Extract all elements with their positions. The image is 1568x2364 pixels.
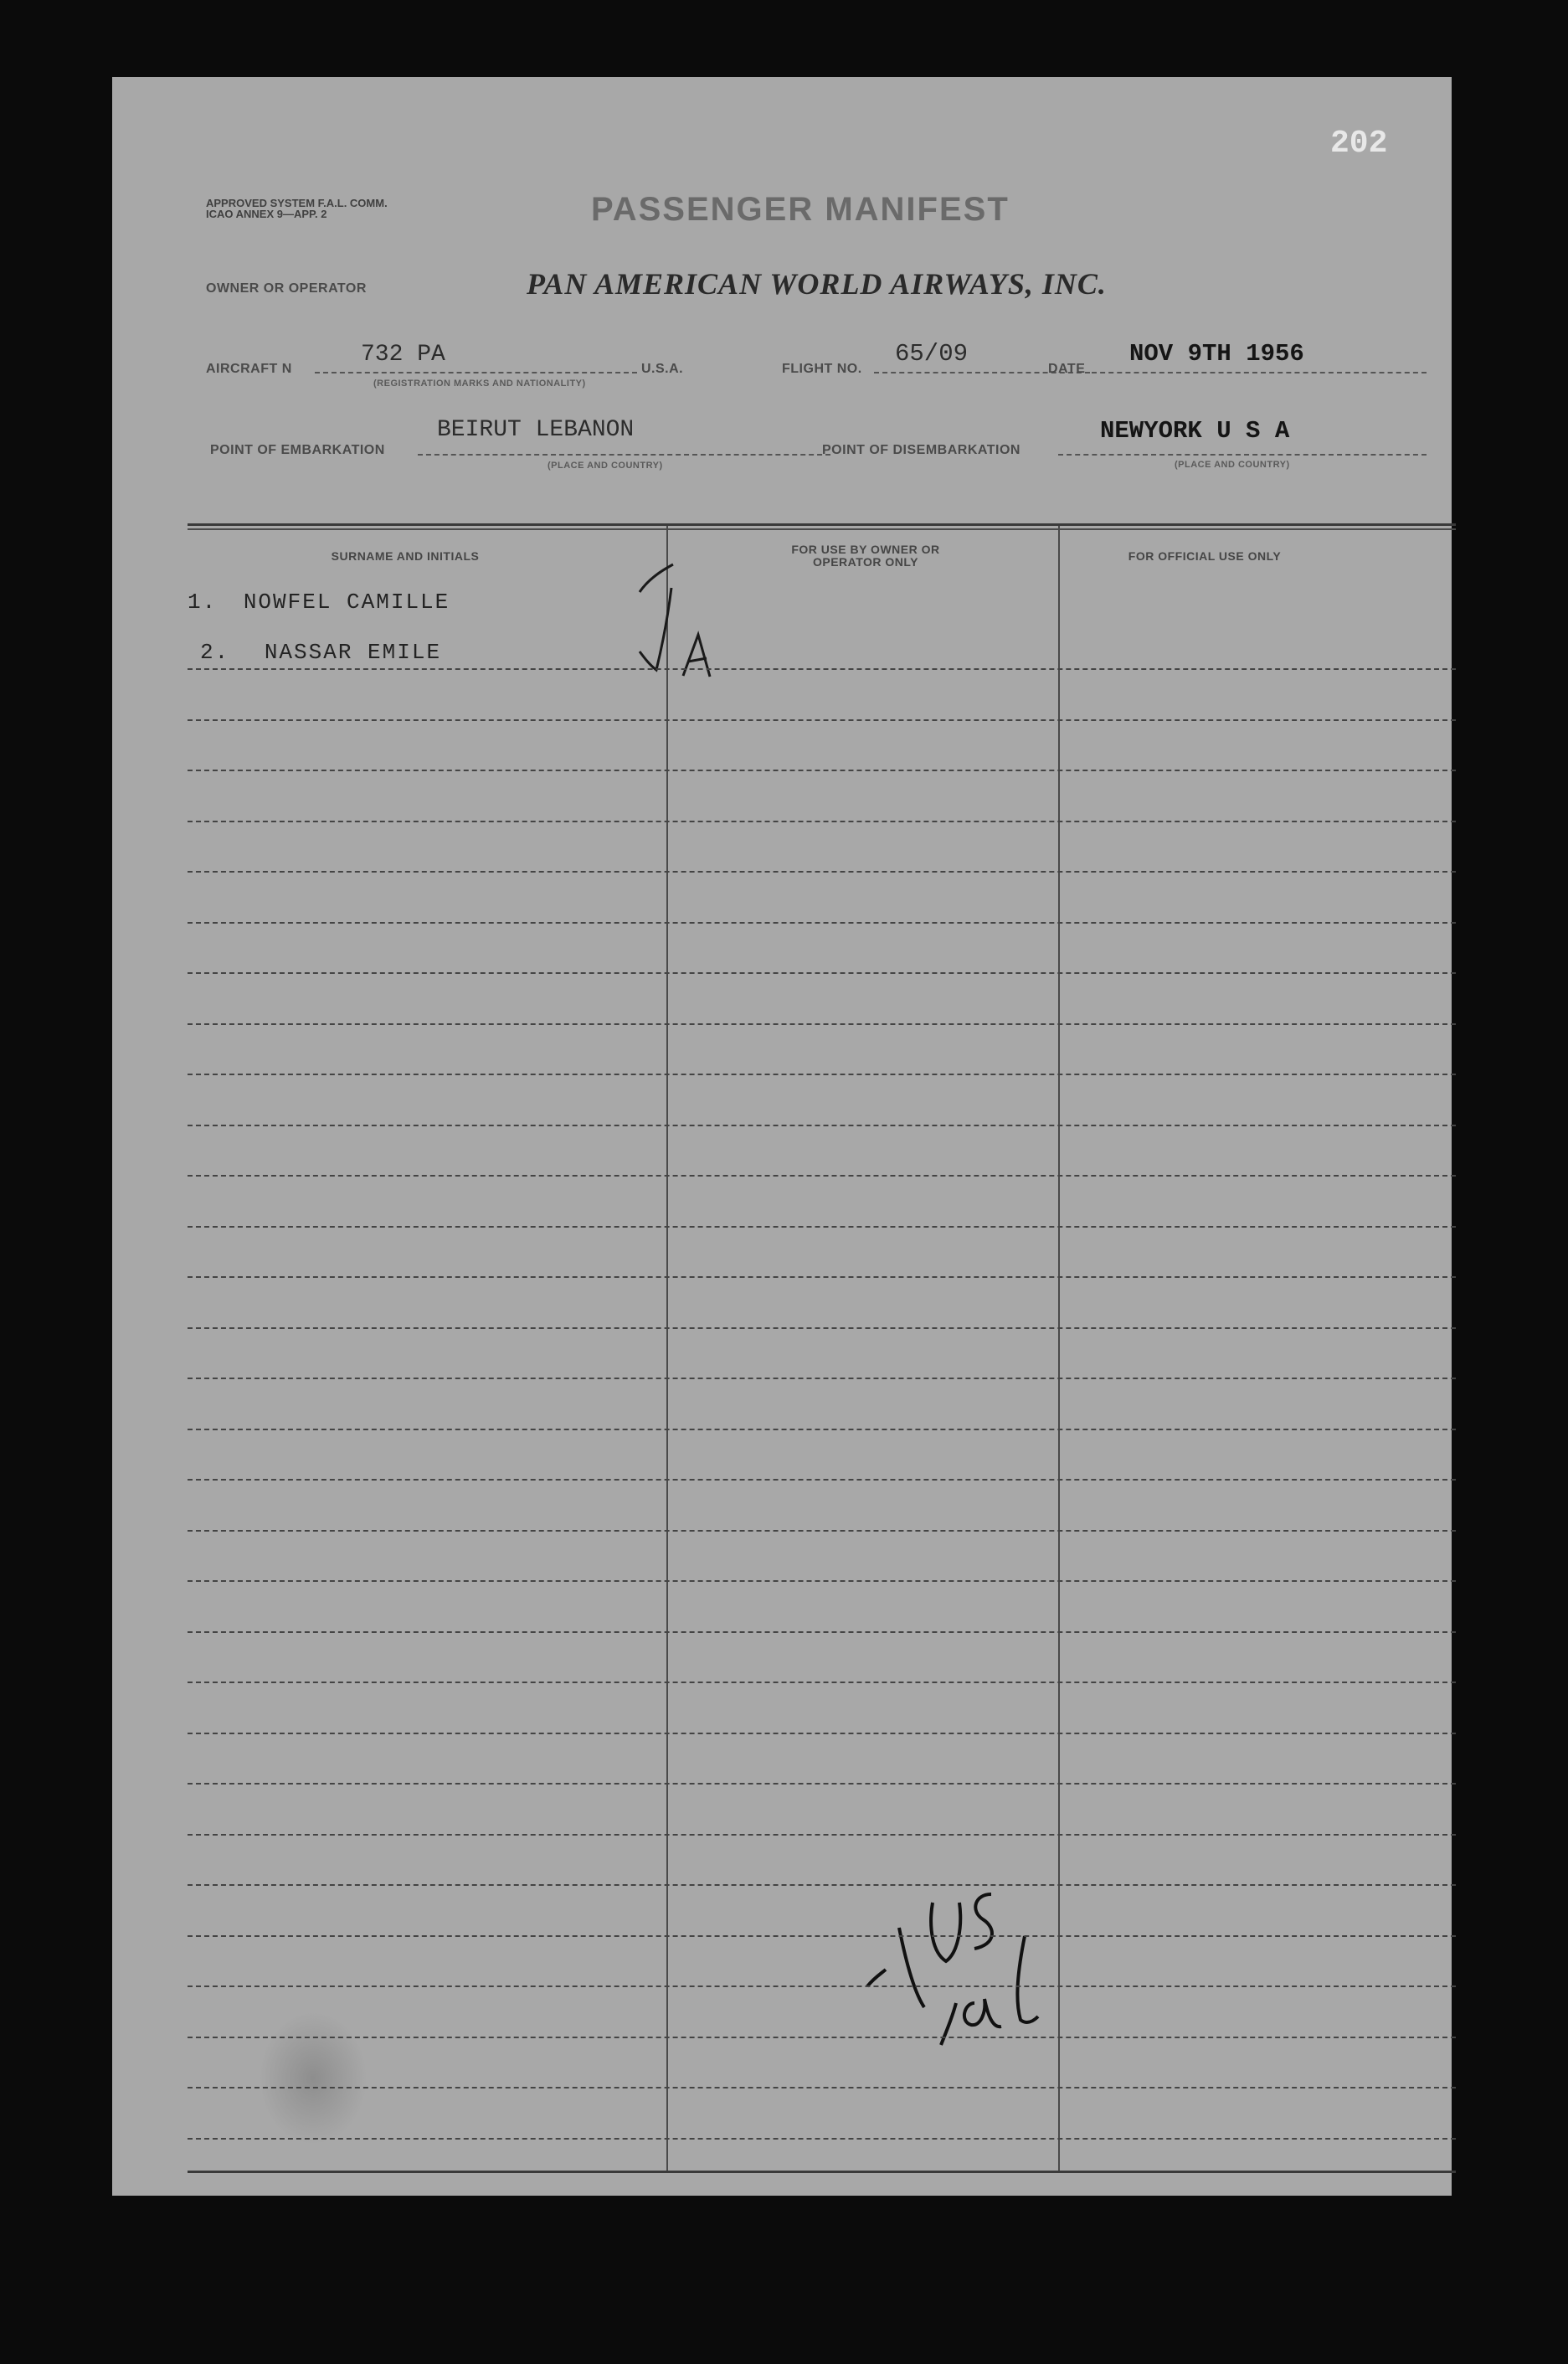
ruled-line xyxy=(188,1733,1456,1734)
date-underline xyxy=(1092,372,1427,373)
flight-label: FLIGHT NO. xyxy=(782,362,862,376)
passenger-row-2 xyxy=(200,640,441,665)
ruled-line xyxy=(188,972,1456,974)
aircraft-underline xyxy=(315,372,637,373)
ruled-line xyxy=(188,1378,1456,1379)
column-header-owner-use: FOR USE BY OWNER OR OPERATOR ONLY xyxy=(791,543,940,569)
country-label: U.S.A. xyxy=(641,362,684,376)
ruled-line xyxy=(188,821,1456,822)
passenger-row-1 xyxy=(188,590,450,615)
column-header-names: SURNAME AND INITIALS xyxy=(331,549,480,563)
ruled-line xyxy=(188,1530,1456,1532)
ruled-line xyxy=(188,1023,1456,1025)
ruled-line xyxy=(188,668,1456,670)
ruled-line xyxy=(188,1631,1456,1633)
aircraft-sublabel: (REGISTRATION MARKS AND NATIONALITY) xyxy=(373,379,586,389)
ruled-line xyxy=(188,2037,1456,2038)
ruled-line xyxy=(188,922,1456,924)
ruled-line xyxy=(188,2087,1456,2088)
passenger-name: NASSAR EMILE xyxy=(264,640,442,665)
ruled-line xyxy=(188,1935,1456,1937)
column-header-official-use: FOR OFFICIAL USE ONLY xyxy=(1128,549,1282,563)
table-top-rule xyxy=(188,523,1456,526)
ruled-line xyxy=(188,1884,1456,1886)
ruled-line xyxy=(188,1682,1456,1683)
ruled-line xyxy=(188,1175,1456,1177)
ruled-line xyxy=(188,1125,1456,1126)
ruled-line xyxy=(188,1276,1456,1278)
disembarkation-label: POINT OF DISEMBARKATION xyxy=(822,443,1020,457)
handwritten-check-mark xyxy=(614,554,748,697)
manifest-sheet xyxy=(112,77,1452,2196)
table-top-rule-2 xyxy=(188,528,1456,530)
approved-note: APPROVED SYSTEM F.A.L. COMM. ICAO ANNEX 9—APP. 2 xyxy=(206,197,388,220)
handwritten-annotation xyxy=(849,1827,1117,2095)
passenger-number: 1. xyxy=(188,590,218,615)
smudge xyxy=(259,2011,368,2145)
embarkation-sublabel: (PLACE AND COUNTRY) xyxy=(548,461,663,471)
operator-name: PAN AMERICAN WORLD AIRWAYS, INC. xyxy=(527,267,1107,301)
passenger-name: NOWFEL CAMILLE xyxy=(243,590,450,615)
date-label: DATE xyxy=(1048,362,1086,376)
ruled-line xyxy=(188,1985,1456,1987)
ruled-line xyxy=(188,770,1456,771)
column-divider-1 xyxy=(666,526,668,2171)
ruled-line xyxy=(188,1783,1456,1785)
aircraft-value: 732 PA xyxy=(361,342,445,368)
embarkation-underline xyxy=(418,454,830,456)
ruled-line xyxy=(188,2138,1456,2140)
ruled-line xyxy=(188,719,1456,721)
aircraft-label: AIRCRAFT N xyxy=(206,362,292,376)
page-number: 202 xyxy=(1330,126,1388,162)
disembarkation-sublabel: (PLACE AND COUNTRY) xyxy=(1175,460,1290,470)
table-bottom-rule xyxy=(188,2171,1456,2173)
flight-value: 65/09 xyxy=(895,340,969,368)
ruled-line xyxy=(188,1479,1456,1481)
ruled-line xyxy=(188,1834,1456,1836)
disembarkation-underline xyxy=(1058,454,1427,456)
owner-label: OWNER OR OPERATOR xyxy=(206,281,367,296)
embarkation-label: POINT OF EMBARKATION xyxy=(210,443,385,457)
ruled-line xyxy=(188,1074,1456,1075)
embarkation-value: BEIRUT LEBANON xyxy=(437,417,635,443)
ruled-line xyxy=(188,1580,1456,1582)
form-title: PASSENGER MANIFEST xyxy=(591,191,1010,228)
ruled-line xyxy=(188,1327,1456,1329)
ruled-line xyxy=(188,1429,1456,1430)
passenger-number: 2. xyxy=(200,640,230,665)
ruled-line xyxy=(188,871,1456,873)
ruled-line xyxy=(188,1226,1456,1228)
disembarkation-value: NEWYORK U S A xyxy=(1100,417,1290,445)
date-value: NOV 9TH 1956 xyxy=(1129,340,1304,368)
